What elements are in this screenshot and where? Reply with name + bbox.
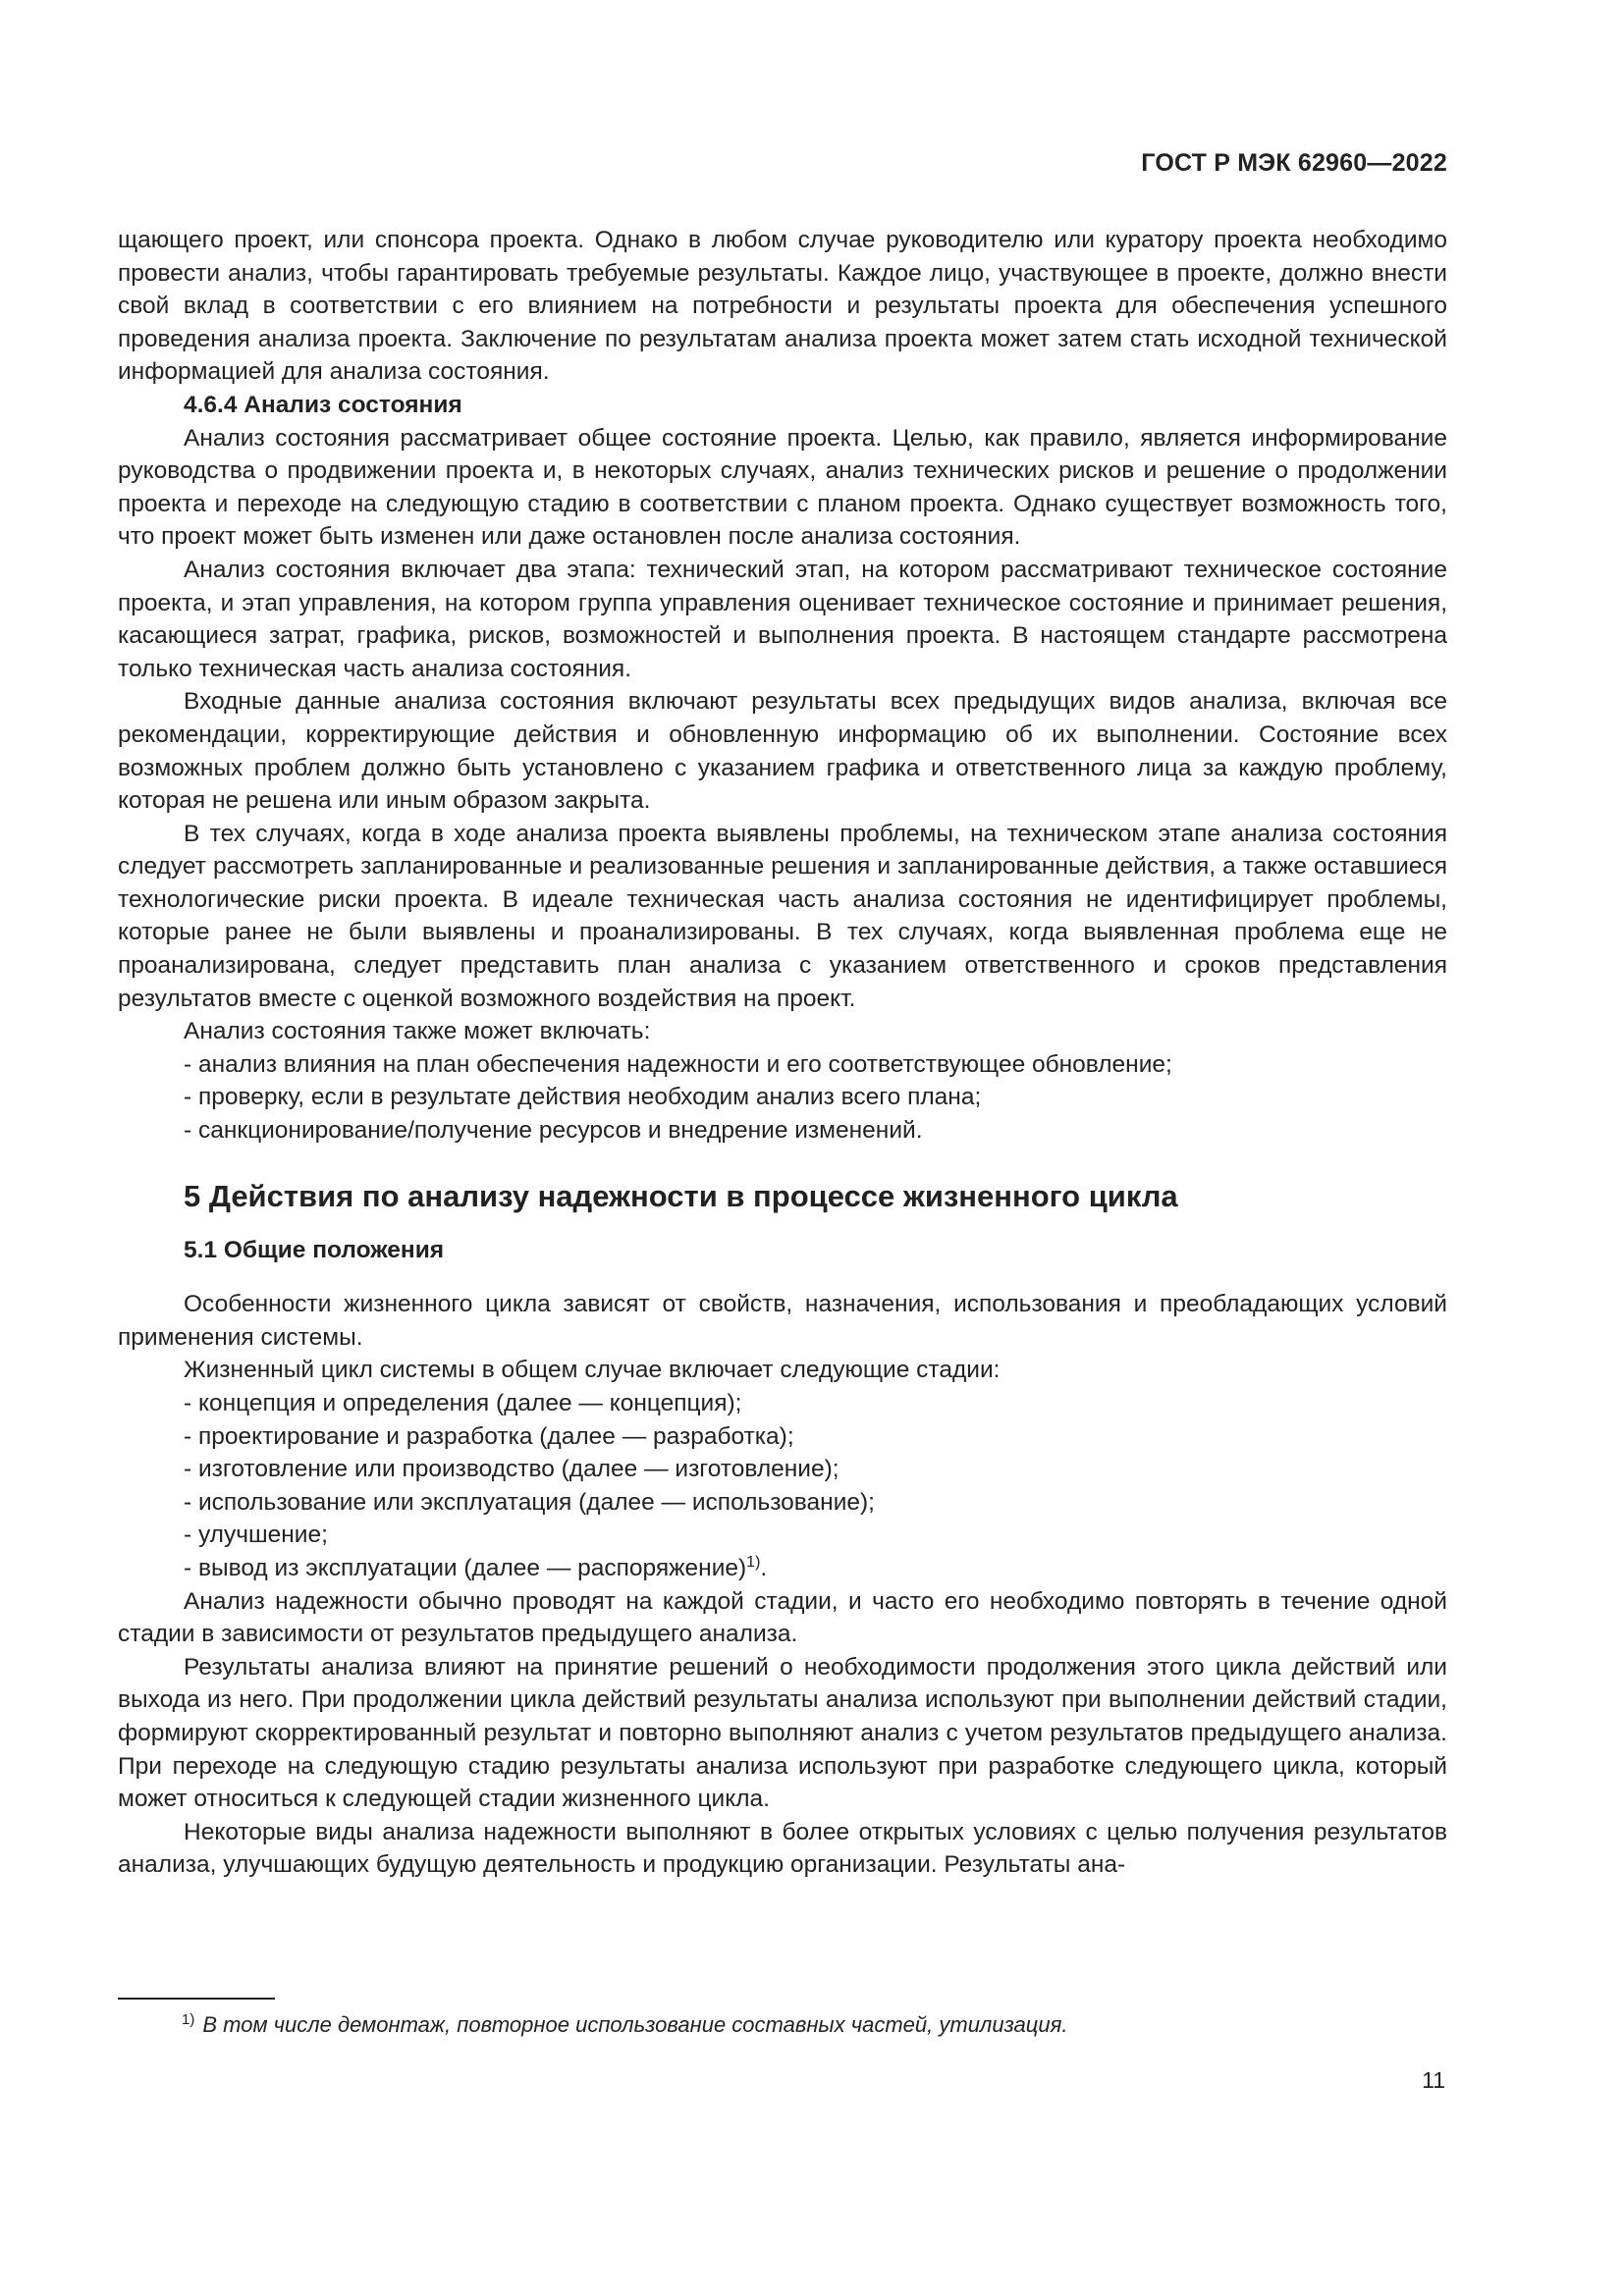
lifecycle-stages-list [118,1387,1447,1585]
list-item-end: . [760,1554,768,1581]
list-item: - проверку, если в результате действия необходим анализ всего плана; [184,1084,982,1111]
paragraph: Анализ состояния рассматривает общее состояние проекта. Целью, как правило, является информирование руководства о продвижении проекта и, в некоторых случаях, анализ технических рисков и решение о продолжении проекта и переходе на следующую стадию в соответствии с планом проекта. Однако существует возможность того, что проект может быть изменен или даже остановлен после анализа состояния. [118,424,1447,551]
list-item: - улучшение; [184,1522,328,1549]
paragraph: Некоторые виды анализа надежности выполняют в более открытых условиях с целью получения результатов анализа, улучшающих будущую деятельность и продукцию организации. Результаты ана- [118,1818,1447,1879]
paragraph: Анализ состояния также может включать: [184,1018,651,1045]
list-item: - использование или эксплуатация (далее — использование); [184,1488,875,1516]
footnote [182,2012,1067,2038]
page-number: 11 [1422,2067,1445,2093]
list-item: - проектирование и разработка (далее — разработка); [184,1422,794,1450]
status-review-list [118,1048,1447,1148]
section-heading-5: 5 Действия по анализу надежности в процессе жизненного цикла [184,1178,1178,1213]
paragraph: Результаты анализа влияют на принятие решений о необходимости продолжения этого цикла действий или выхода из него. При продолжении цикла действий результаты анализа используют при выполнении действий стадии, формируют скорректированный результат и повторно выполняют анализ с учетом результатов предыдущего анализа. При переходе на следующую стадию результаты анализа используют при разработке следующего цикла, который может относиться к следующей стадии жизненного цикла. [118,1653,1447,1813]
paragraph: Особенности жизненного цикла зависят от свойств, назначения, использования и преобладающих условий применения системы. [118,1291,1447,1351]
paragraph: Входные данные анализа состояния включают результаты всех предыдущих видов анализа, включая все рекомендации, корректирующие действия и обновленную информацию об их выполнении. Состояние всех возможных проблем должно быть установлено с указанием графика и ответственного лица за каждую проблему, которая не решена или иным образом закрыта. [118,688,1447,815]
footnote-divider [118,1998,275,2000]
list-item-with-footnote [118,1552,1447,1585]
paragraph: Анализ надежности обычно проводят на каждой стадии, и часто его необходимо повторять в течение одной стадии в зависимости от результатов предыдущего анализа. [118,1587,1447,1648]
standard-header: ГОСТ Р МЭК 62960—2022 [1141,149,1447,177]
list-item: - изготовление или производство (далее — изготовление); [184,1456,839,1483]
body-text [118,224,1447,1882]
paragraph: В тех случаях, когда в ходе анализа проекта выявлены проблемы, на техническом этапе анализа состояния следует рассмотреть запланированные и реализованные решения и запланированные действия, а также оставшиеся технологические риски проекта. В идеале техническая часть анализа состояния не идентифицирует проблемы, которые ранее не были выявлены и проанализированы. В тех случаях, когда выявленная проблема еще не проанализирована, следует представить план анализа с указанием ответственного и сроков представления результатов вместе с оценкой возможного воздействия на проект. [118,820,1447,1012]
subsection-heading-4-6-4: 4.6.4 Анализ состояния [184,391,462,418]
list-item-text: - вывод из эксплуатации (далее — распоряжение) [184,1554,747,1581]
footnote-reference: 1) [746,1553,761,1571]
footnote-text: В том числе демонтаж, повторное использование составных частей, утилизация. [202,2012,1068,2037]
footnote-marker: 1) [182,2010,195,2028]
list-item: - санкционирование/получение ресурсов и внедрение изменений. [184,1117,923,1145]
list-item: - анализ влияния на план обеспечения надежности и его соответствующее обновление; [184,1050,1172,1078]
paragraph: Жизненный цикл системы в общем случае включает следующие стадии: [184,1357,1001,1384]
subsection-heading-5-1: 5.1 Общие положения [184,1236,445,1263]
paragraph: Анализ состояния включает два этапа: технический этап, на котором рассматривают техническое состояние проекта, и этап управления, на котором группа управления оценивает техническое состояние и принимает решения, касающиеся затрат, графика, рисков, возможностей и выполнения проекта. В настоящем стандарте рассмотрена только техническая часть анализа состояния. [118,556,1447,682]
paragraph-continuation: щающего проект, или спонсора проекта. Однако в любом случае руководителю или куратору проекта необходимо провести анализ, чтобы гарантировать требуемые результаты. Каждое лицо, участвующее в проекте, должно внести свой вклад в соответствии с его влиянием на потребности и результаты проекта для обеспечения успешного проведения анализа проекта. Заключение по результатам анализа проекта может затем стать исходной технической информацией для анализа состояния. [118,227,1447,386]
list-item: - концепция и определения (далее — концепция); [184,1390,742,1416]
